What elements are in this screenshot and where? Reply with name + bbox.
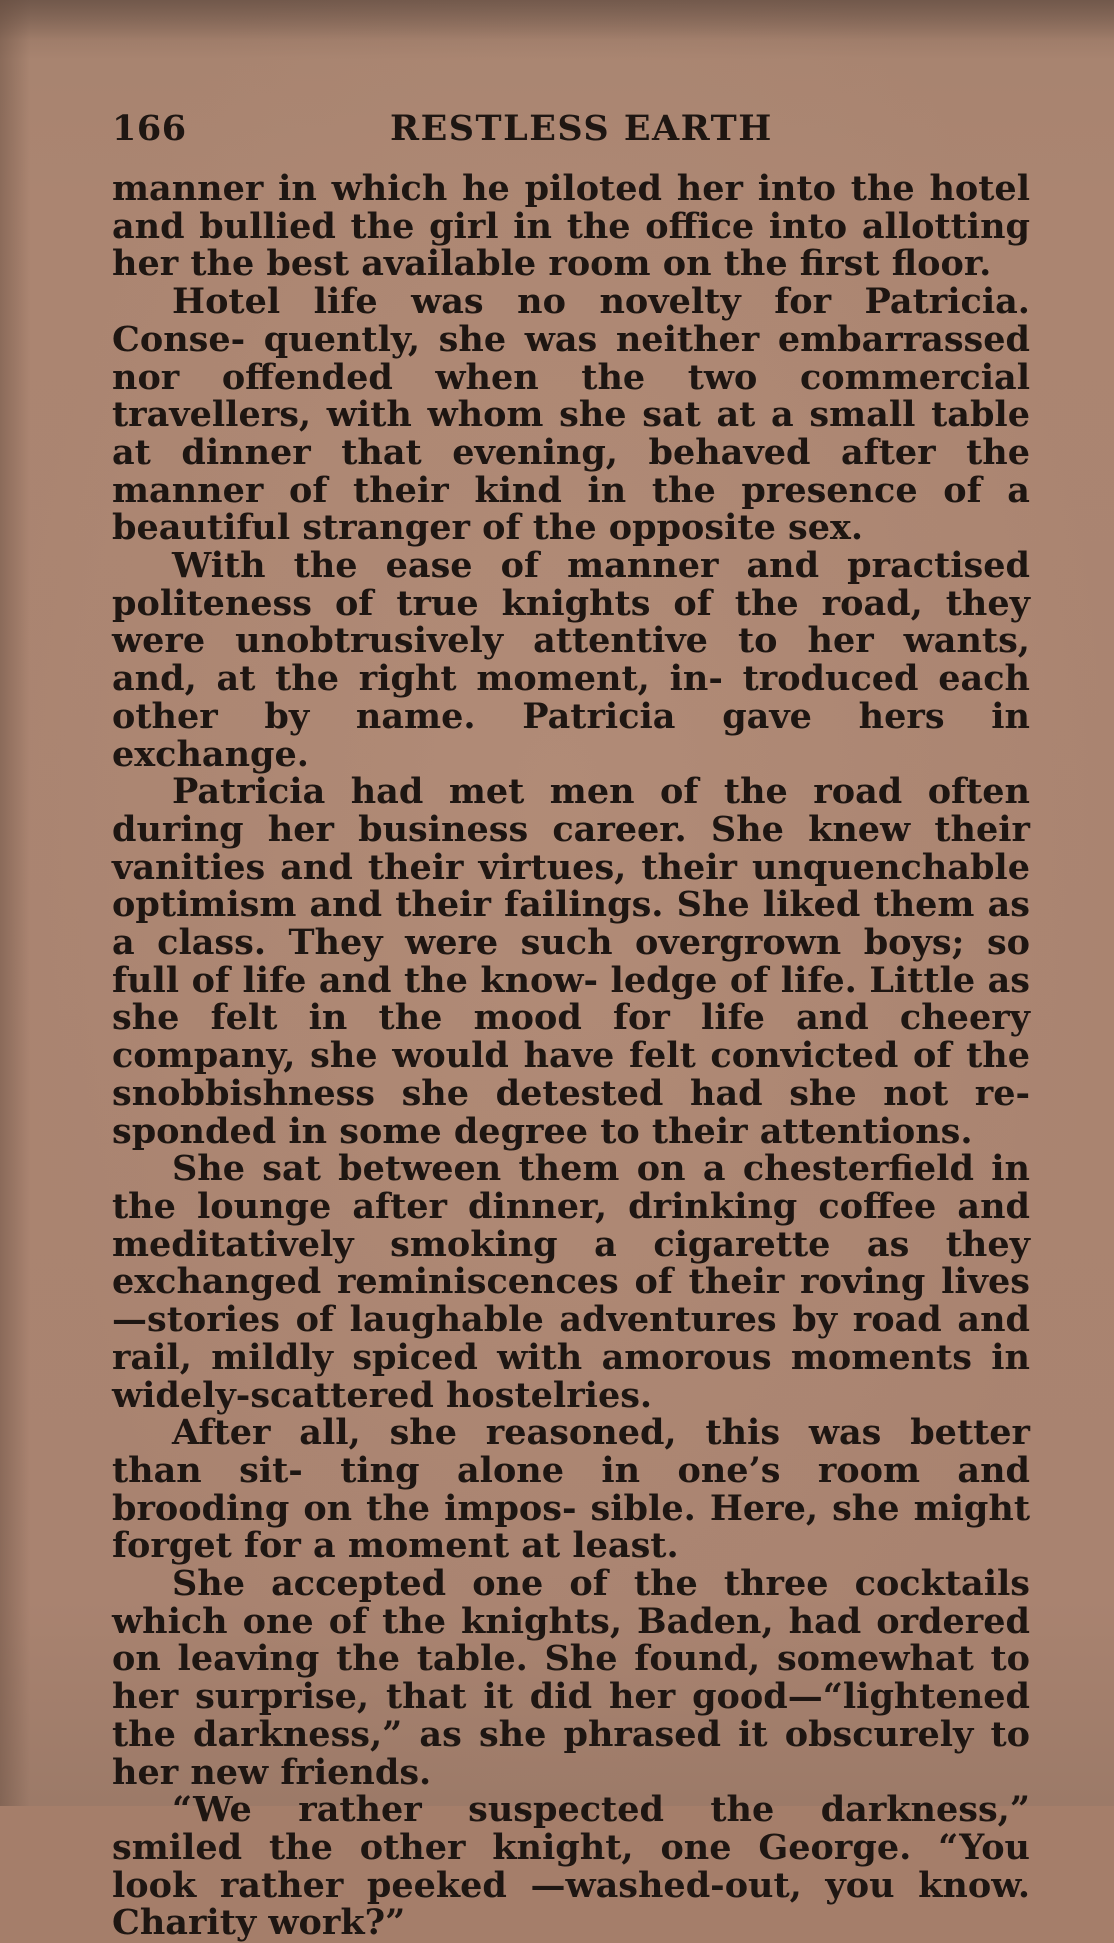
body-text [112, 170, 1030, 1942]
paragraph-4: Patricia had met men of the road often during her business career. She knew their vanities and their virtues, their unquenchable optimism and their failings. She liked them as a class. They were such overgrown boys; so full of life and the know- ledge of life. Little as she felt in the mood for life and cheery company, she would have felt convicted of the snobbishness she detested had she not re- sponded in some degree to their attentions. [112, 771, 1030, 1152]
running-title: RESTLESS EARTH [390, 108, 773, 149]
paragraph-7: She accepted one of the three cocktails which one of the knights, Baden, had ordered on leaving the table. She found, somewhat to her surprise, that it did her good—“lightened the darkness,” as she phrased it obscurely to her new friends. [112, 1563, 1030, 1793]
page-number: 166 [112, 108, 187, 149]
paragraph-1: manner in which he piloted her into the hotel and bullied the girl in the office into allotting her the best available room on the first floor. [112, 168, 1030, 285]
paragraph-8: “We rather suspected the darkness,” smiled the other knight, one George. “You look rather peeked —washed-out, you know. Charity work?” [112, 1789, 1030, 1943]
paragraph-5: She sat between them on a chesterfield in the lounge after dinner, drinking coffee and meditatively smoking a cigarette as they exchanged reminiscences of their roving lives—stories of laughable adventures by road and rail, mildly spiced with amorous moments in widely-scattered hostelries. [112, 1148, 1030, 1416]
paragraph-6: After all, she reasoned, this was better than sit- ting alone in one’s room and brooding on the impos- sible. Here, she might forget for a moment at least. [112, 1412, 1030, 1567]
page-header [112, 108, 1032, 154]
paragraph-2: Hotel life was no novelty for Patricia. Conse- quently, she was neither embarrassed nor offended when the two commercial travellers, with whom she sat at a small table at dinner that evening, behaved after the manner of their kind in the presence of a beautiful stranger of the opposite sex. [112, 281, 1030, 549]
paragraph-3: With the ease of manner and practised politeness of true knights of the road, they were unobtrusively attentive to her wants, and, at the right moment, in- troduced each other by name. Patricia gave hers in exchange. [112, 545, 1030, 775]
